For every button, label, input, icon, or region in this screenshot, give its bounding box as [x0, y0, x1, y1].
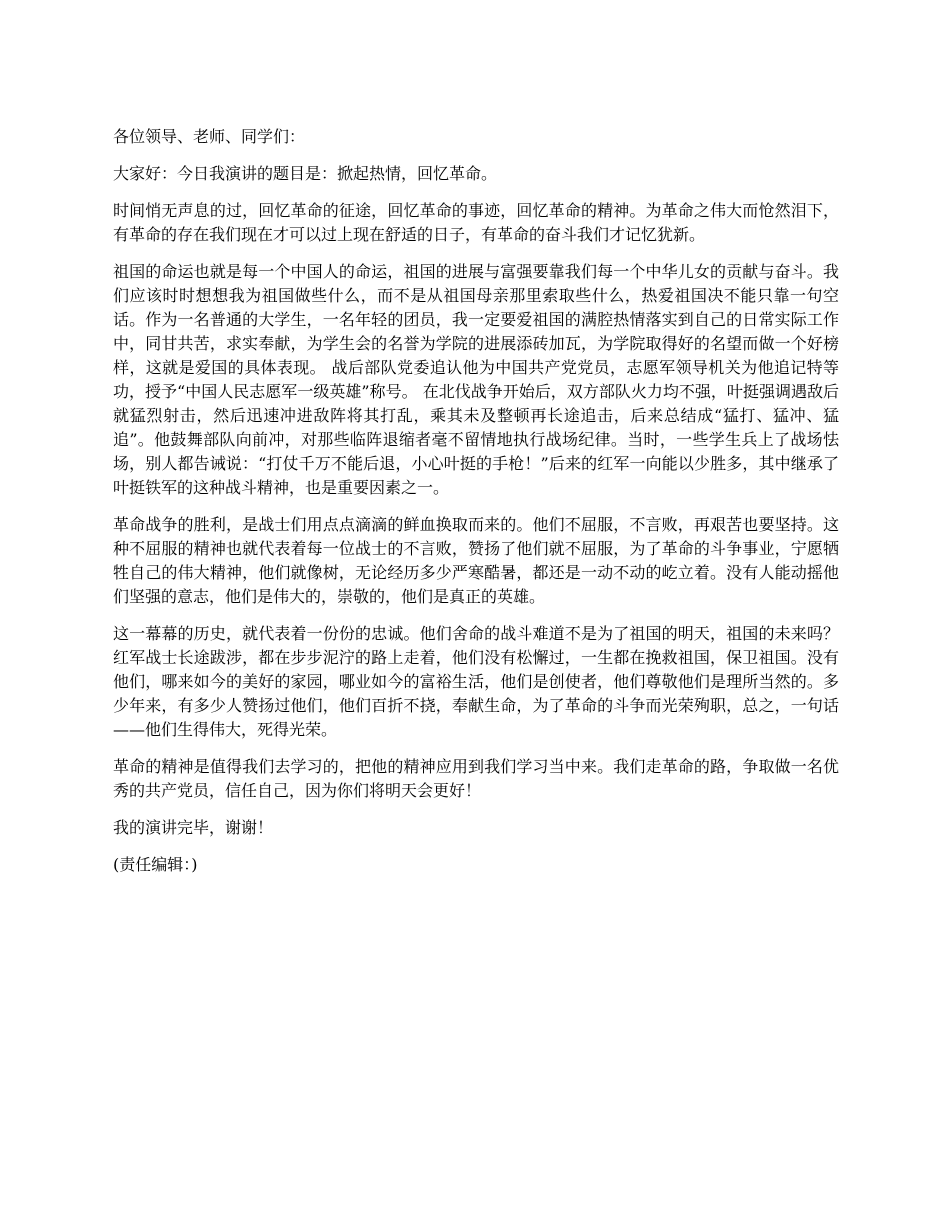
paragraph-motherland: 祖国的命运也就是每一个中国人的命运，祖国的进展与富强要靠我们每一个中华儿女的贡献与奋斗。我们应该时时想想我为祖国做些什么，而不是从祖国母亲那里索取些什么，热爱祖国决不能只靠一句空话。作为一名普通的大学生，一名年轻的团员，我一定要爱祖国的满腔热情落实到自己的日常实际工作中，同甘共苦，求实奉献，为学生会的名誉为学院的进展添砖加瓦，为学院取得好的名望而做一个好榜样，这就是爱国的具体表现。 战后部队党委追认他为中国共产党党员，志愿军领导机关为他追记特等功，授予“中国人民志愿军一级英雄”称号。 在北伐战争开始后，双方部队火力均不强，叶挺强调遇敌后就猛烈射击，然后迅速冲进敌阵将其打乱，乘其未及整顿再长途追击，后来总结成“猛打、猛冲、猛追”。他鼓舞部队向前冲，对那些临阵退缩者毫不留情地执行战场纪律。当时，一些学生兵上了战场怯场，别人都告诫说：“打仗千万不能后退，小心叶挺的手枪！”后来的红军一向能以少胜多，其中继承了叶挺铁军的这种战斗精神，也是重要因素之一。 — [113, 262, 839, 497]
paragraph-greeting: 大家好：今日我演讲的题目是：掀起热情，回忆革命。 — [113, 164, 498, 183]
paragraph-victory: 革命战争的胜利，是战士们用点点滴滴的鲜血换取而来的。他们不屈服，不言败，再艰苦也要坚持。这种不屈服的精神也就代表着每一位战士的不言败，赞扬了他们就不屈服，为了革命的斗争事业，宁愿牺牲自己的伟大精神，他们就像树，无论经历多少严寒酷暑，都还是一动不动的屹立着。没有人能动摇他们坚强的意志，他们是伟大的，崇敬的，他们是真正的英雄。 — [113, 515, 839, 606]
paragraph-intro: 时间悄无声息的过，回忆革命的征途，回忆革命的事迹，回忆革命的精神。为革命之伟大而怆然泪下，有革命的存在我们现在才可以过上现在舒适的日子，有革命的奋斗我们才记忆犹新。 — [113, 201, 839, 244]
salutation: 各位领导、老师、同学们： — [113, 127, 306, 146]
document-body — [113, 125, 839, 890]
paragraph-history: 这一幕幕的历史，就代表着一份份的忠诚。他们舍命的战斗难道不是为了祖国的明天，祖国的未来吗？红军战士长途跋涉，都在步步泥泞的路上走着，他们没有松懈过，一生都在挽救祖国，保卫祖国。没有他们，哪来如今的美好的家园，哪业如今的富裕生活，他们是创使者，他们尊敬他们是理所当然的。多少年来，有多少人赞扬过他们，他们百折不挠，奉献生命，为了革命的斗争而光荣殉职，总之，一句话——他们生得伟大，死得光荣。 — [113, 624, 839, 739]
paragraph-closing: 我的演讲完毕，谢谢！ — [113, 818, 274, 837]
paragraph-spirit: 革命的精神是值得我们去学习的，把他的精神应用到我们学习当中来。我们走革命的路，争取做一名优秀的共产党员，信任自己，因为你们将明天会更好！ — [113, 757, 839, 800]
editor-note: (责任编辑：) — [113, 855, 198, 874]
